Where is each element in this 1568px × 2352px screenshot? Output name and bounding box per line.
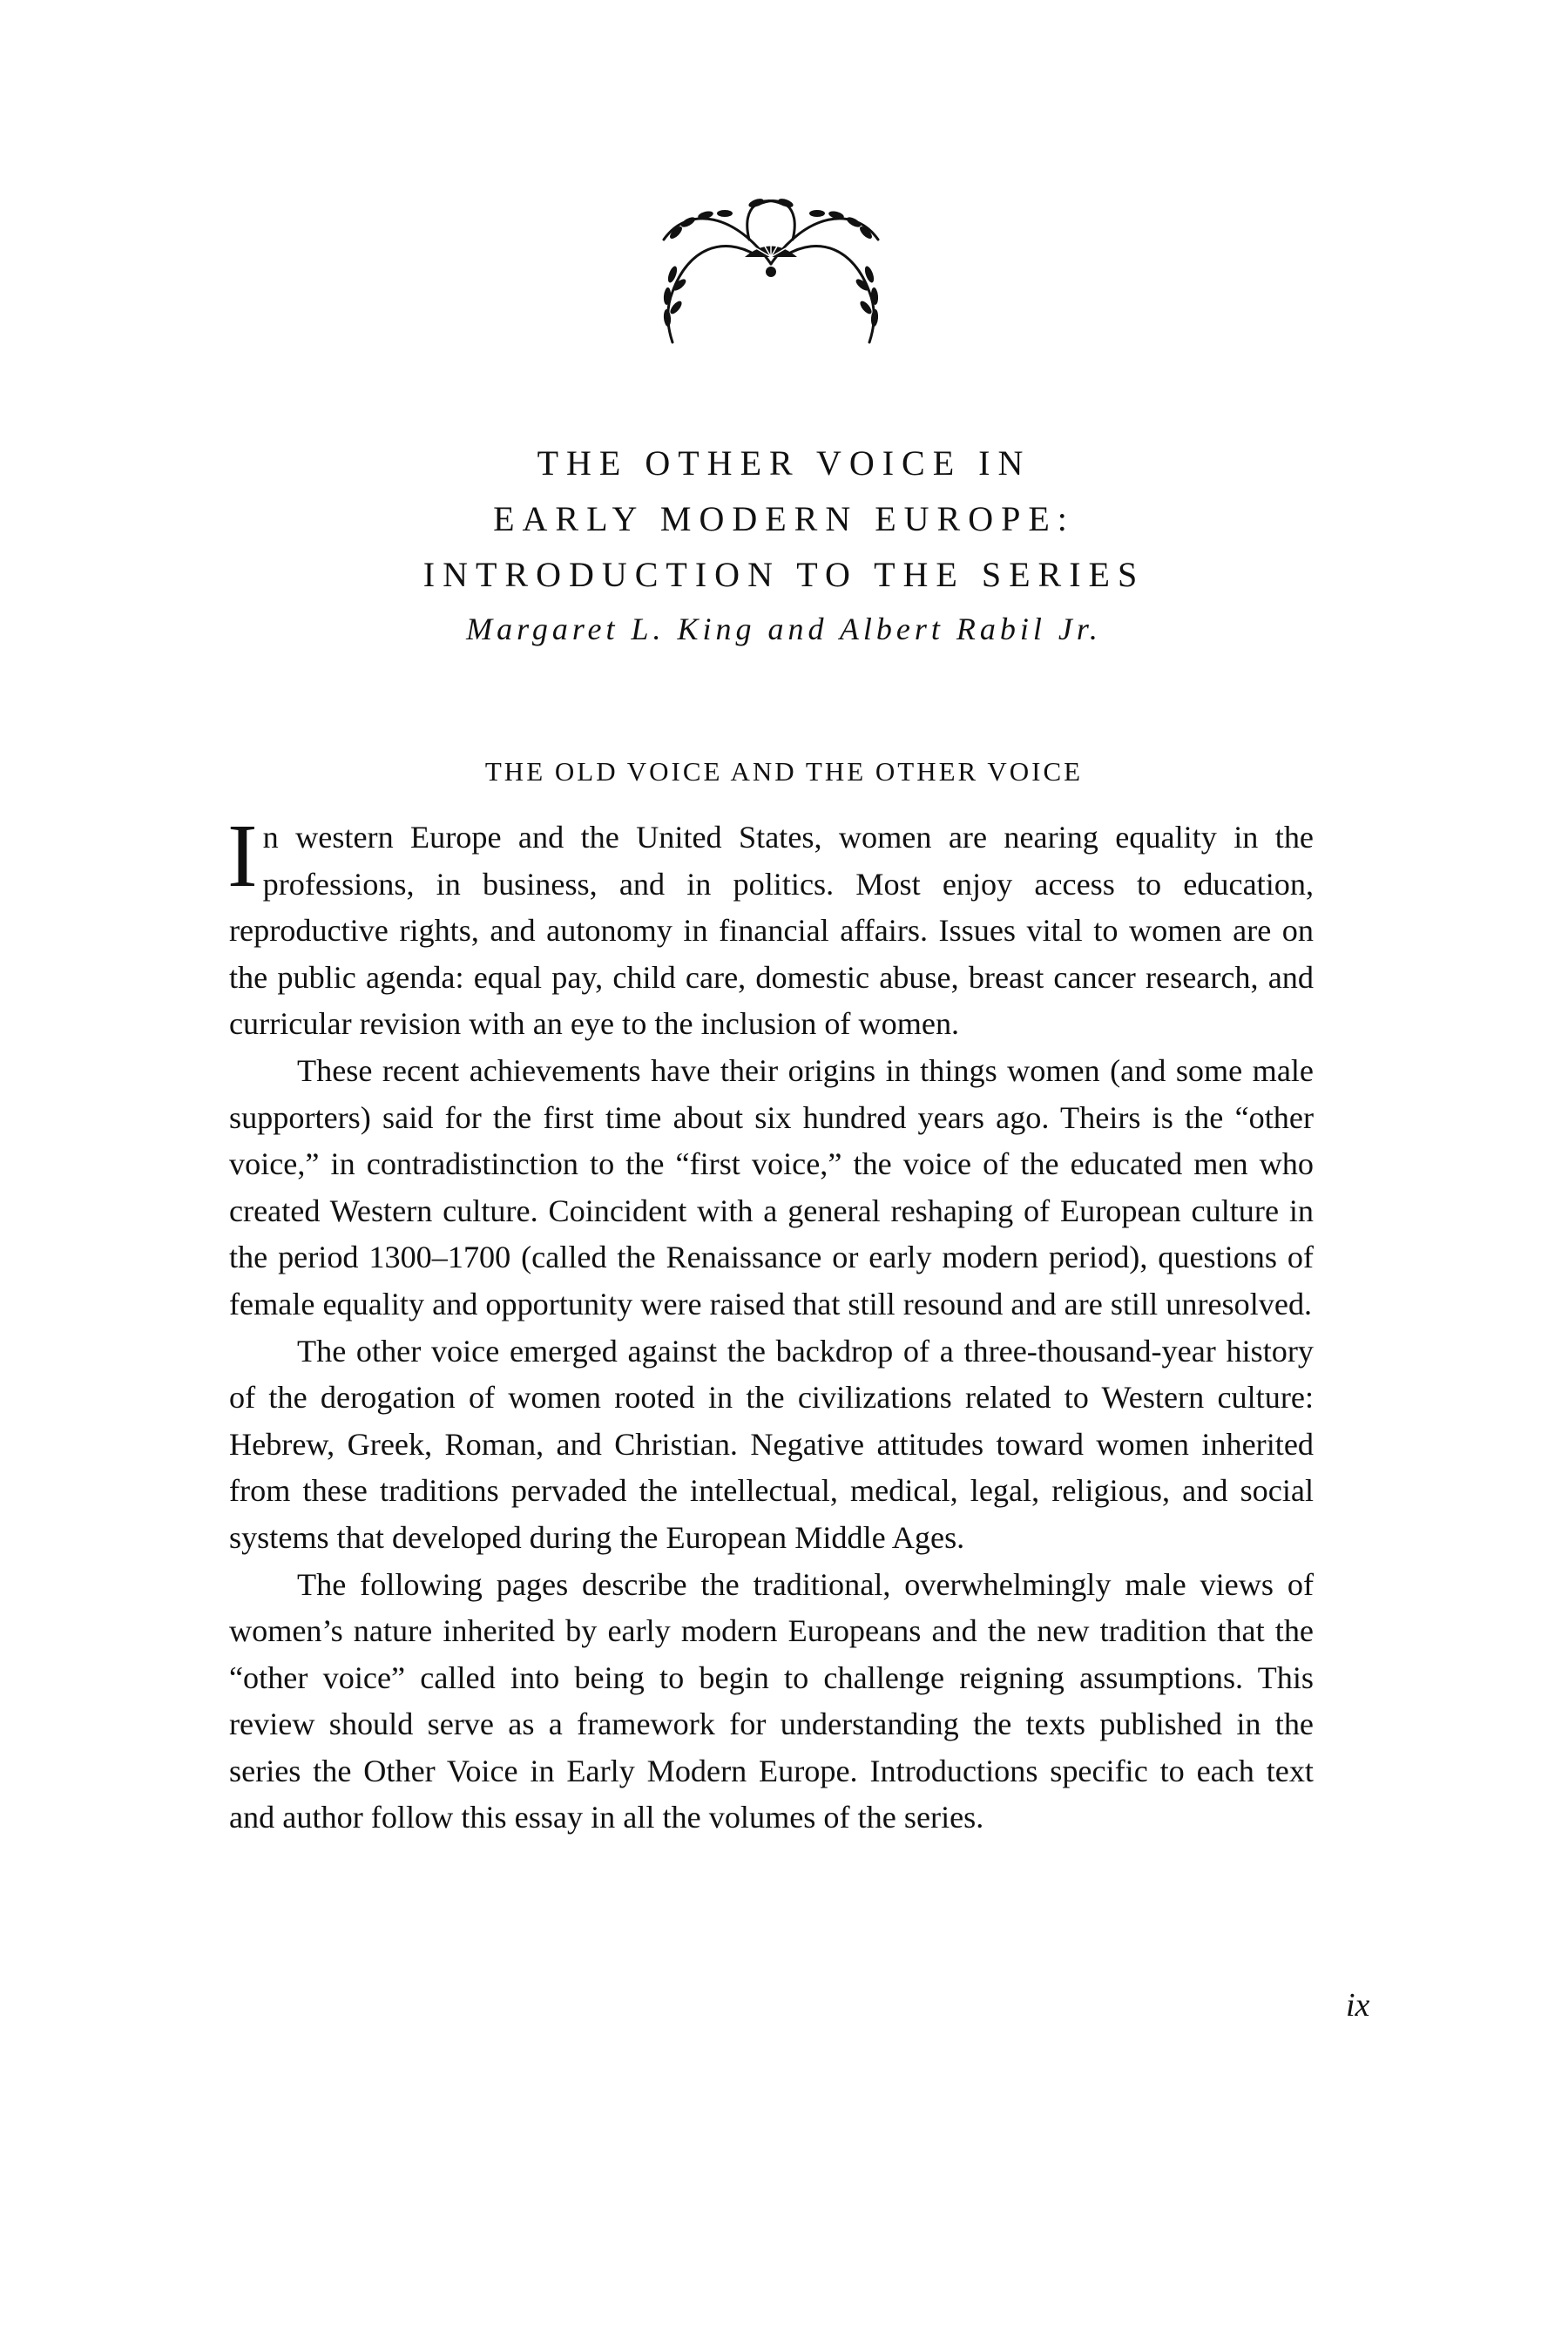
paragraph-1 [227,806,1314,1048]
paragraph-1-text: n western Europe and the United States, women are nearing equality in the professions, in business, and in politics. Most enjoy access to education, reproductive rights, and autonomy in financial affairs. Issues vital to women are on the public agenda: equal pay, child care, domestic abuse, breast cancer research, and curricular revision with an eye to the inclusion of women. [229,820,1314,1042]
paragraph-3: The other voice emerged against the backdrop of a three-thousand-year history of the derogation of women rooted in the civilizations related to Western culture: Hebrew, Greek, Roman, and Christian. Negative attitudes toward women inherited from these traditions pervaded the intellectual, medical, legal, religious, and social systems that developed during the European Middle Ages. [229,1333,1314,1555]
author-byline: Margaret L. King and Albert Rabil Jr. [466,612,1102,646]
body-text [227,806,1314,1842]
paragraph-2: These recent achievements have their origins in things women (and some male supporters) said for the first time about six hundred years ago. Theirs is the “other voice,” in contradistinction to the “first voice,” the voice of the educated men who created Western culture. Coincident with a general reshaping of European culture in the period 1300–1700 (called the Renaissance or early modern period), questions of female equality and opportunity were raised that still resound and are still unresolved. [229,1052,1314,1321]
title-line-1: THE OTHER VOICE IN [537,443,1031,483]
paragraph-4: The following pages describe the traditional, overwhelmingly male views of women’s nature inherited by early modern Europeans and the new tradition that the “other voice” called into being to begin to challenge reigning assumptions. This review should serve as a framework for understanding the texts published in the series the Other Voice in Early Modern Europe. Introductions specific to each text and author follow this essay in all the volumes of the series. [229,1566,1314,1835]
wheat-sheaf-fan-ornament-icon [653,187,889,348]
page-number: ix [1346,1987,1370,2024]
chapter-title [0,436,1568,653]
section-heading: THE OLD VOICE AND THE OTHER VOICE [484,756,1084,787]
drop-cap: I [227,806,258,906]
title-line-2: EARLY MODERN EUROPE: [493,499,1075,538]
title-line-3: INTRODUCTION TO THE SERIES [422,555,1146,594]
